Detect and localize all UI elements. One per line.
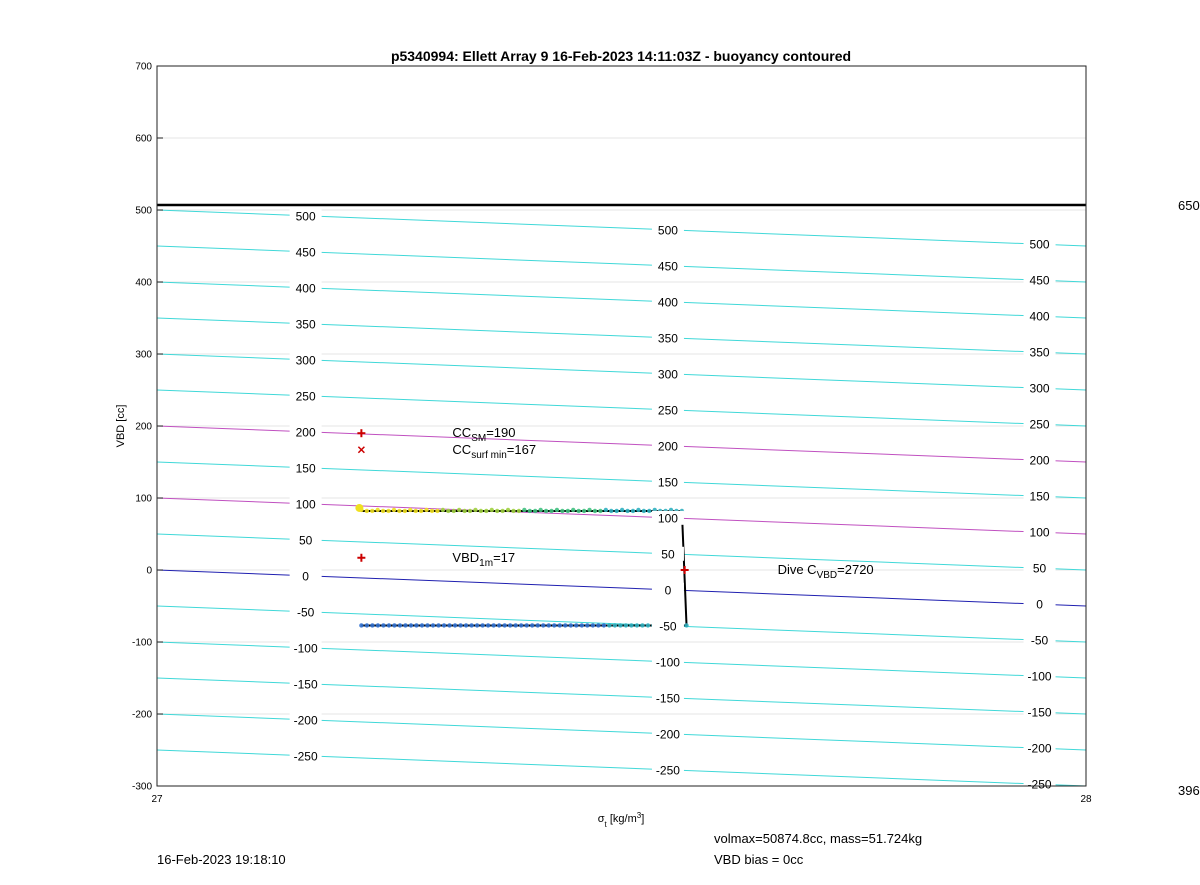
upper-trace-point [408, 508, 412, 512]
contour-label: 500 [657, 223, 678, 238]
upper-trace-point [381, 509, 385, 513]
annotation-0: $CC_{SM}=190$ [452, 425, 516, 445]
contour-label: 200 [1029, 453, 1050, 468]
lower-trace-point [618, 623, 622, 627]
upper-trace-point [397, 509, 401, 513]
annotation-3: Dive $C_{VBD}=2720$ [777, 562, 874, 581]
upper-trace-point [620, 508, 624, 512]
upper-trace-point [566, 509, 570, 513]
contour-label: 150 [295, 461, 316, 476]
contour-label: 350 [295, 317, 316, 332]
contour-label: 150 [657, 475, 678, 490]
lower-trace-point [519, 623, 523, 627]
right-label-top: 650 [1178, 198, 1200, 213]
tick-layer [132, 62, 1092, 806]
lower-trace-point [536, 623, 540, 627]
contour-label: 50 [298, 533, 313, 548]
upper-trace-point [468, 509, 472, 513]
contour-label: 300 [1029, 381, 1050, 396]
lower-trace-point [480, 623, 484, 627]
lower-trace-point [436, 623, 440, 627]
upper-trace-point [500, 509, 504, 513]
lower-trace-point [447, 623, 451, 627]
upper-trace-point [625, 509, 629, 513]
contour-label: 200 [295, 425, 316, 440]
contour-label: 300 [657, 367, 678, 382]
x-axis-label: $\sigma_t$ $[kg/m^3]$ [597, 810, 645, 829]
upper-trace-point [560, 509, 564, 513]
lower-trace-point [613, 623, 617, 627]
contour-label: 100 [657, 511, 678, 526]
y-tick-label: 200 [135, 421, 152, 433]
upper-trace-point [452, 509, 456, 513]
annotation-2: $VBD_{1m}=17$ [452, 549, 516, 569]
contour-label: -200 [293, 713, 318, 728]
upper-trace-point [435, 509, 439, 513]
upper-trace-point [419, 509, 423, 513]
lower-trace-point [541, 623, 545, 627]
contour-label: -150 [293, 677, 318, 692]
contour-label: 250 [1029, 417, 1050, 432]
upper-trace-point [631, 509, 635, 513]
plus-marker [357, 554, 365, 562]
contour-label: 450 [1029, 273, 1050, 288]
lower-trace-point [684, 623, 688, 627]
lower-trace-point [458, 623, 462, 627]
x-tick-label: 28 [1080, 794, 1092, 805]
lower-trace-point [602, 623, 606, 627]
plus-marker [357, 429, 365, 437]
upper-trace-point [392, 508, 396, 512]
contour-label: 500 [1029, 237, 1050, 252]
upper-trace-point [571, 508, 575, 512]
lower-trace-point [453, 623, 457, 627]
lower-trace-point [475, 623, 479, 627]
upper-trace-point [576, 509, 580, 513]
y-tick-label: 100 [135, 493, 152, 505]
upper-trace-point [462, 509, 466, 513]
contour-label: 50 [661, 547, 675, 562]
contour-label: -200 [1027, 741, 1052, 756]
upper-trace-point [495, 509, 499, 513]
y-tick-label: 400 [135, 277, 152, 289]
upper-trace-point [528, 509, 532, 513]
contour-label: -100 [293, 641, 318, 656]
contour-label-layer [290, 209, 1056, 792]
lower-trace-point [513, 623, 517, 627]
lower-trace-point [392, 623, 396, 627]
dive-trace-layer [355, 504, 688, 628]
chart-title: p5340994: Ellett Array 9 16-Feb-2023 14:11:03Z - buoyancy contoured [390, 48, 852, 64]
y-tick-label: -300 [131, 781, 152, 793]
trace-start-point [355, 504, 363, 512]
upper-trace-point [403, 509, 407, 513]
y-tick-label: -100 [131, 637, 152, 649]
lower-trace-point [585, 623, 589, 627]
cross-marker [358, 447, 364, 453]
lower-trace-point [591, 623, 595, 627]
lower-trace-point [508, 623, 512, 627]
y-tick-label: 600 [135, 133, 152, 145]
right-label-bottom: 396 [1178, 783, 1200, 798]
contour-label: -250 [1027, 777, 1052, 792]
upper-trace-point [446, 509, 450, 513]
upper-trace-point [636, 508, 640, 512]
contour-label: -250 [293, 749, 318, 764]
upper-trace-point [414, 509, 418, 513]
lower-trace-point [381, 623, 385, 627]
upper-trace-point [424, 508, 428, 512]
contour-label: 200 [657, 439, 678, 454]
contour-label: 250 [657, 403, 678, 418]
contour-label: 450 [295, 245, 316, 260]
annotation-1: $CC_{surf min}=167$ [452, 441, 537, 461]
lower-trace-point [469, 623, 473, 627]
upper-trace-point [533, 509, 537, 513]
lower-trace-point [580, 623, 584, 627]
upper-trace-point [511, 509, 515, 513]
upper-trace-point [598, 509, 602, 513]
contour-label: -100 [1027, 669, 1052, 684]
upper-trace-point [582, 509, 586, 513]
upper-trace-point [386, 509, 390, 513]
footer-timestamp: 16-Feb-2023 19:18:10 [157, 852, 286, 867]
upper-trace-point [370, 509, 374, 513]
lower-trace-point [502, 623, 506, 627]
contour-label: 50 [1032, 561, 1047, 576]
footer-vbd-bias: VBD bias = 0cc [714, 852, 804, 867]
upper-trace-point [441, 508, 445, 512]
upper-trace-point [365, 509, 369, 513]
lower-trace-point [431, 623, 435, 627]
contour-label: 100 [295, 497, 316, 512]
contour-label: 350 [657, 331, 678, 346]
contour-label: 400 [1029, 309, 1050, 324]
y-tick-label: 700 [135, 61, 152, 73]
lower-trace-point [491, 623, 495, 627]
contour-label: 250 [295, 389, 316, 404]
y-tick-label: -200 [131, 709, 152, 721]
upper-trace-point [593, 509, 597, 513]
lower-trace-point [420, 623, 424, 627]
contour-label: -50 [1030, 633, 1049, 648]
lower-trace-point [635, 623, 639, 627]
lower-trace-point [607, 623, 611, 627]
upper-trace-point [522, 508, 526, 512]
lower-trace-point [398, 623, 402, 627]
upper-trace-point [490, 508, 494, 512]
upper-trace-point [506, 508, 510, 512]
lower-trace-point [414, 623, 418, 627]
dive-trace-path [361, 511, 686, 625]
footer-volmax: volmax=50874.8cc, mass=51.724kg [714, 831, 923, 846]
contour-label: 0 [302, 569, 309, 584]
contour-label: 0 [1036, 597, 1043, 612]
contour-label: -50 [659, 619, 677, 634]
lower-trace-point [596, 623, 600, 627]
y-axis-label: VBD [cc] [115, 404, 127, 448]
contour-label: 100 [1029, 525, 1050, 540]
upper-trace-point [647, 509, 651, 513]
lower-trace-point [370, 623, 374, 627]
y-tick-label: 0 [146, 565, 152, 577]
lower-trace-point [425, 623, 429, 627]
upper-trace-point [479, 509, 483, 513]
upper-trace-point [484, 509, 488, 513]
upper-trace-point [544, 509, 548, 513]
upper-trace-point [430, 509, 434, 513]
contour-label: 400 [657, 295, 678, 310]
lower-trace-point [547, 623, 551, 627]
lower-trace-point [387, 623, 391, 627]
contour-label: -100 [655, 655, 680, 670]
contour-label: 150 [1029, 489, 1050, 504]
contour-label: 500 [295, 209, 316, 224]
contour-label: -200 [655, 727, 680, 742]
upper-trace-point [587, 508, 591, 512]
lower-trace-point [624, 623, 628, 627]
lower-trace-point [497, 623, 501, 627]
upper-trace-point [604, 508, 608, 512]
contour-label: 400 [295, 281, 316, 296]
lower-trace-point [629, 623, 633, 627]
lower-trace-point [530, 623, 534, 627]
contour-label: -150 [655, 691, 680, 706]
lower-trace-point [574, 623, 578, 627]
contour-label: -50 [296, 605, 315, 620]
y-tick-label: 300 [135, 349, 152, 361]
lower-trace-point [376, 623, 380, 627]
lower-trace-point [486, 623, 490, 627]
lower-trace-point [525, 623, 529, 627]
contour-label: 350 [1029, 345, 1050, 360]
lower-trace-point [552, 623, 556, 627]
upper-trace-point [473, 508, 477, 512]
lower-trace-point [558, 623, 562, 627]
upper-trace-point [549, 509, 553, 513]
upper-trace-point [538, 508, 542, 512]
upper-trace-point [457, 508, 461, 512]
upper-trace-point [517, 509, 521, 513]
upper-trace-point [642, 509, 646, 513]
upper-trace-point [375, 508, 379, 512]
contour-label: -250 [655, 763, 680, 778]
lower-trace-point [403, 623, 407, 627]
contour-label: -150 [1027, 705, 1052, 720]
contour-label: 0 [664, 583, 672, 598]
y-tick-label: 500 [135, 205, 152, 217]
upper-trace-point [609, 509, 613, 513]
lower-trace-point [464, 623, 468, 627]
lower-trace-point [563, 623, 567, 627]
lower-trace-point [569, 623, 573, 627]
lower-trace-point [359, 623, 363, 627]
lower-trace-point [409, 623, 413, 627]
upper-trace-point [614, 509, 618, 513]
x-tick-label: 27 [151, 794, 163, 805]
lower-trace-point [646, 623, 650, 627]
lower-trace-point [365, 623, 369, 627]
lower-trace-point [442, 623, 446, 627]
contour-label: 450 [657, 259, 678, 274]
contour-label: 300 [295, 353, 316, 368]
lower-trace-point [640, 623, 644, 627]
upper-trace-point [555, 508, 559, 512]
plus-marker [681, 566, 689, 574]
